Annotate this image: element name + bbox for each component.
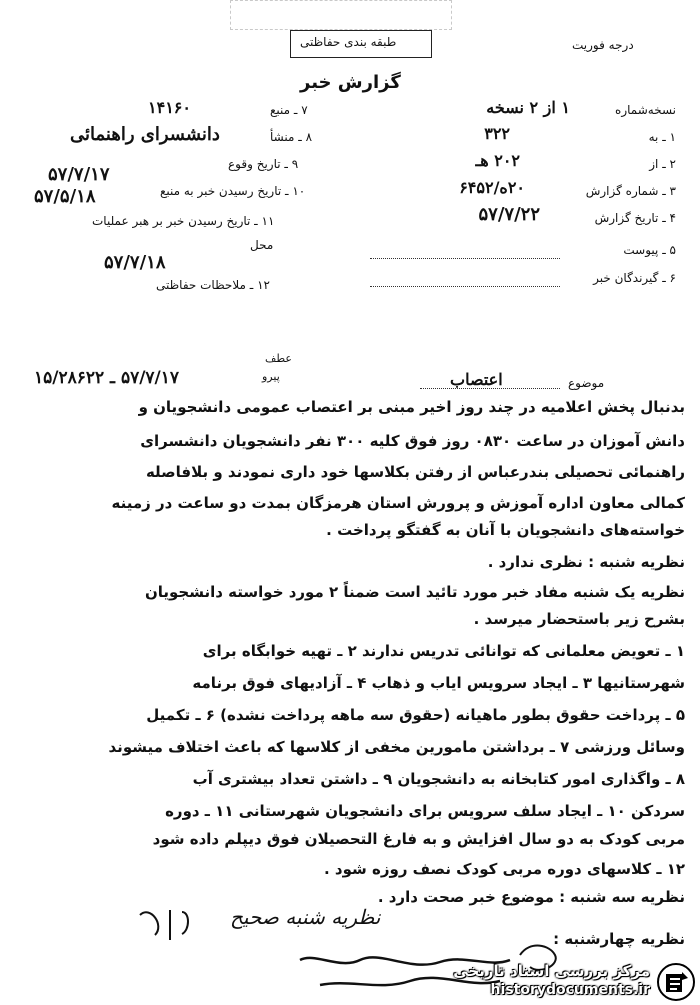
body-line: نظریه شنبه : نظری ندارد . [487, 553, 685, 571]
archive-watermark [430, 960, 700, 1005]
field-label: ۵ ـ پیوست [623, 243, 676, 257]
priority-label: درجه فوریت [572, 38, 634, 52]
body-line: نظریه سه شنبه : موضوع خبر صحت دارد . [377, 888, 685, 906]
subject-value: اعتصاب [450, 370, 503, 389]
document-title: گزارش خبر [300, 72, 401, 93]
field-label: محل [250, 238, 274, 252]
body-line: شهرستانیها ۳ ـ ایجاد سرویس ایاب و ذهاب ۴ ـ آزادیهای فوق برنامه [192, 674, 685, 692]
body-line: ۱ ـ تعویض معلمانی که توانائی تدریس ندارند ۲ ـ تهیه خوابگاه برای [202, 642, 685, 660]
field-label: نسخه‌شماره [615, 103, 676, 117]
field-label: ۷ ـ منبع [270, 103, 308, 117]
field-label: ۶ ـ گیرندگان خبر [593, 271, 676, 285]
reference-number: ۵۷/۷/۱۷ ـ ۱۵/۲۸۶۲۲ [34, 368, 180, 388]
field-label: ۳ ـ شماره گزارش [585, 184, 676, 198]
field-value: دانشسرای راهنمائی [70, 124, 220, 145]
field-label: ۲ ـ از [649, 157, 676, 171]
body-line: دانش آموزان در ساعت ۰۸۳۰ روز فوق کلیه ۳۰۰ نفر دانشجویان دانشسرای [140, 432, 685, 450]
handwritten-note: نظریه شنبه صحیح [230, 905, 381, 929]
body-line: نظریه چهارشنبه : [553, 930, 685, 948]
dotted-line [370, 286, 560, 287]
body-line: ۱۲ ـ کلاسهای دوره مربی کودک نصف روزه شود . [324, 860, 685, 878]
body-line: کمالی معاون اداره آموزش و پرورش استان هرمزگان بمدت دو ساعت در زمینه [111, 494, 685, 512]
body-line: نظریه یک شنبه مفاد خبر مورد تائید است ضمناً ۲ مورد خواسته دانشجویان [144, 583, 685, 601]
follow-up-label: پیرو [262, 370, 280, 383]
body-line: بشرح زیر باستحضار میرسد . [473, 610, 685, 628]
field-value: ۵۷/۷/۱۷ [48, 164, 110, 185]
field-value: ۵۷/۷/۲۲ [478, 204, 540, 225]
subject-label: موضوع [568, 376, 605, 390]
field-label: ۱۲ ـ ملاحظات حفاظتی [156, 278, 270, 292]
body-line: ۵ ـ پرداخت حقوق بطور ماهیانه (حقوق سه ماهه پرداخت نشده) ۶ ـ تکمیل [146, 706, 685, 724]
field-value: ۲۰ه/۶۴۵۲ [459, 178, 525, 197]
field-label: ۱۱ ـ تاریخ رسیدن خبر بر هبر عملیات [92, 214, 275, 228]
field-value: ۵۷/۵/۱۸ [34, 186, 96, 207]
dotted-line [370, 258, 560, 259]
body-line: ۸ ـ واگذاری امور کتابخانه به دانشجویان ۹ ـ داشتن تعداد بیشتری آب [192, 770, 685, 788]
field-value: ۵۷/۷/۱۸ [104, 252, 166, 273]
body-line: راهنمائی تحصیلی بندرعباس از رفتن بکلاسها خود داری نمودند و بلافاصله [145, 463, 685, 481]
archive-logo-icon [656, 962, 696, 1002]
watermark-title: مرکز بررسی اسناد تاریخی [453, 962, 650, 980]
field-label: ۱۰ ـ تاریخ رسیدن خبر به منبع [160, 184, 306, 198]
body-line: مربی کودک به دو سال افزایش و به فارغ التحصیلان فوق دیپلم داده شود [152, 830, 685, 848]
field-value: ۲۰۲ هـ [475, 151, 520, 170]
field-label: ۹ ـ تاریخ وقوع [228, 157, 299, 171]
body-line: سردکن ۱۰ ـ ایجاد سلف سرویس برای دانشجویان شهرستانی ۱۱ ـ دوره [165, 802, 685, 820]
body-line: خواسته‌های دانشجویان با آنان به گفتگو پرداخت . [326, 521, 685, 539]
field-label: ۴ ـ تاریخ گزارش [594, 211, 676, 225]
field-label: ۸ ـ منشأ [270, 130, 313, 144]
reference-label: عطف [265, 352, 292, 365]
body-line: بدنبال پخش اعلامیه در چند روز اخیر مبنی بر اعتصاب عمومی دانشجویان و [138, 398, 685, 416]
field-value: ۱ از ۲ نسخه [486, 98, 570, 117]
faded-stamp [230, 0, 452, 30]
field-value: ۳۲۲ [484, 124, 510, 143]
watermark-url: historydocuments.ir [490, 982, 650, 998]
classification-label: طبقه بندی حفاظتی [300, 35, 397, 49]
subject-underline [420, 388, 560, 389]
body-line: وسائل ورزشی ۷ ـ برداشتن مامورین مخفی از کلاسها که باعث اختلاف میشوند [108, 738, 685, 756]
field-value: ۱۴۱۶۰ [148, 98, 191, 117]
field-label: ۱ ـ به [648, 130, 676, 144]
